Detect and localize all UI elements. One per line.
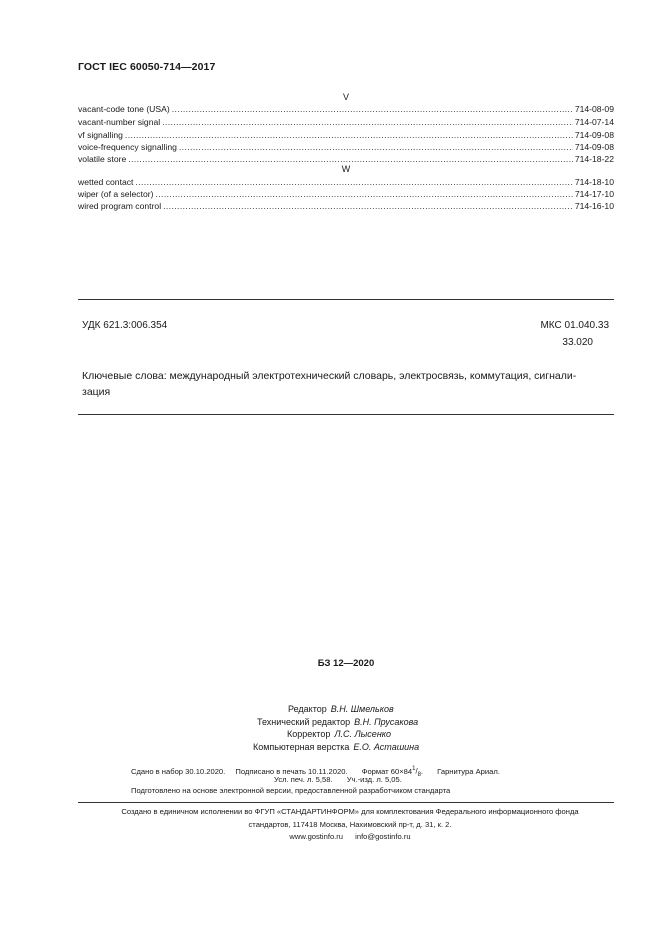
staff-name: Е.О. Асташина <box>353 741 420 752</box>
index-term: wetted contact <box>78 177 134 187</box>
paper-format: Формат 60×841/8. <box>362 763 423 781</box>
staff-name: Л.С. Лысенко <box>334 729 392 739</box>
submitted-date: Сдано в набор 30.10.2020. <box>131 766 226 776</box>
staff-line <box>287 728 391 741</box>
dot-leader <box>179 141 573 153</box>
index-code: 714-17-10 <box>574 189 614 199</box>
dot-leader <box>135 176 572 188</box>
index-letter-v: V <box>342 92 349 102</box>
dot-leader <box>172 103 573 115</box>
index-code: 714-09-08 <box>574 142 614 152</box>
index-term: vf signalling <box>78 130 123 140</box>
index-term: wired program control <box>78 201 162 211</box>
index-code: 714-07-14 <box>574 117 614 127</box>
footer-line: Создано в единичном исполнении во ФГУП «СТАНДАРТИНФОРМ» для комплектования Федерального информационного фонда <box>121 807 579 816</box>
staff-role: Технический редактор <box>257 716 351 727</box>
website-link[interactable]: www.gostinfo.ru <box>289 832 344 841</box>
staff-role: Редактор <box>288 704 327 714</box>
divider <box>78 299 614 300</box>
dot-leader <box>163 200 573 212</box>
signed-date: Подписано в печать 10.11.2020. <box>235 766 348 776</box>
staff-role: Компьютерная верстка <box>253 741 350 752</box>
publisher-footer <box>70 806 630 844</box>
index-term: wiper (of a selector) <box>78 189 154 199</box>
divider <box>78 802 614 803</box>
bz-number: БЗ 12—2020 <box>317 658 375 669</box>
staff-line <box>288 703 394 716</box>
index-entry <box>78 188 614 200</box>
footer-contacts <box>70 831 630 844</box>
format-tail: . <box>420 766 424 776</box>
index-code: 714-18-10 <box>574 177 614 187</box>
index-term: vacant-code tone (USA) <box>78 104 170 114</box>
staff-name: В.Н. Шмельков <box>330 704 394 714</box>
keywords <box>82 369 612 400</box>
index-entry <box>78 141 614 153</box>
publishing-sheets: Уч.-изд. л. 5,05. <box>346 775 402 784</box>
dot-leader <box>162 116 573 128</box>
index-entry <box>78 103 614 115</box>
index-code: 714-18-22 <box>574 154 614 164</box>
index-term: voice-frequency signalling <box>78 142 177 152</box>
format-numerator: 1 <box>412 766 416 772</box>
index-code: 714-09-08 <box>574 130 614 140</box>
divider <box>78 414 614 415</box>
index-term: vacant-number signal <box>78 117 161 127</box>
mks-code: МКС 01.040.33 <box>540 320 609 331</box>
dot-leader <box>155 188 572 200</box>
udk-code: УДК 621.3:006.354 <box>82 320 168 331</box>
index-term: volatile store <box>78 154 127 164</box>
keywords-line: зация <box>82 385 111 398</box>
index-code: 714-08-09 <box>574 104 614 114</box>
index-entry <box>78 176 614 188</box>
staff-role: Корректор <box>287 729 331 739</box>
index-entry <box>78 200 614 212</box>
mks-code-secondary: 33.020 <box>562 337 593 348</box>
email-link[interactable]: info@gostinfo.ru <box>355 832 411 841</box>
index-entry <box>78 129 614 141</box>
keywords-line: Ключевые слова: международный электротехнический словарь, электросвязь, коммутация, сигнали- <box>82 370 577 382</box>
format-label: Формат 60×84 <box>361 766 413 776</box>
index-letter-w: W <box>341 164 351 174</box>
prepared-note: Подготовлено на основе электронной версии, предоставленной разработчиком стандарта <box>131 786 451 795</box>
dot-leader <box>125 129 573 141</box>
typeface: Гарнитура Ариал. <box>437 766 500 776</box>
document-title: ГОСТ IEC 60050-714—2017 <box>78 61 216 73</box>
staff-name: В.Н. Прусакова <box>354 716 419 727</box>
index-entry <box>78 116 614 128</box>
staff-line <box>257 716 418 729</box>
print-sheets: Усл. печ. л. 5,58. <box>274 775 333 784</box>
index-code: 714-16-10 <box>574 201 614 211</box>
staff-line <box>253 741 419 754</box>
format-denominator: 8 <box>417 772 421 779</box>
footer-line: стандартов, 117418 Москва, Нахимовский пр-т, д. 31, к. 2. <box>248 819 452 829</box>
